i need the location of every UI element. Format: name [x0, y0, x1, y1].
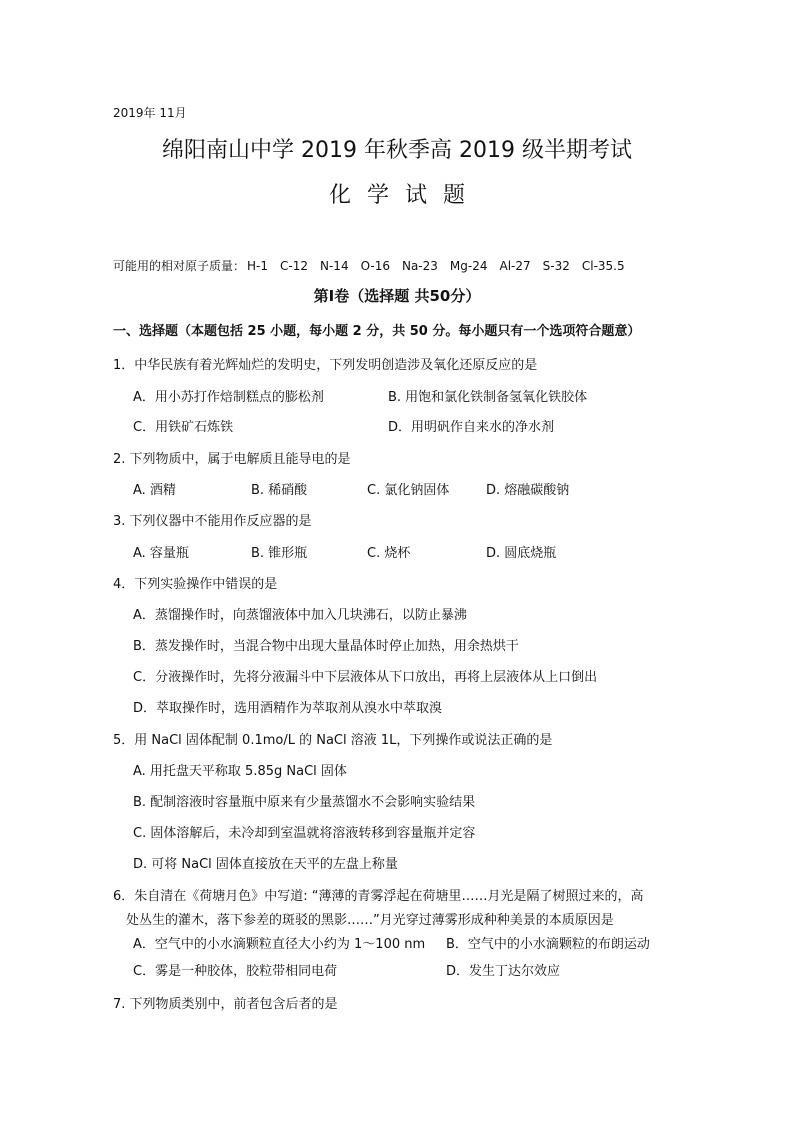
- question-1-stem: 1．中华民族有着光辉灿烂的发明史，下列发明创造涉及氧化还原反应的是: [113, 358, 538, 373]
- atomic-mass-item: S-32: [542, 259, 570, 273]
- exam-subtitle: 化学试题: [328, 183, 481, 208]
- question-3-option-b: B. 锥形瓶: [251, 546, 308, 561]
- question-1-option-d: D．用明矾作自来水的净水剂: [388, 420, 555, 435]
- question-5-stem: 5．用 NaCl 固体配制 0.1mo/L 的 NaCl 溶液 1L，下列操作或说法正确的是: [113, 733, 553, 748]
- question-6-option-c: C．雾是一种胶体，胶粒带相同电荷: [133, 964, 338, 979]
- question-7-stem: 7. 下列物质类别中，前者包含后者的是: [113, 997, 338, 1012]
- question-6-stem-line-2: 处丛生的灌木，落下参差的斑驳的黑影……”月光穿过薄雾形成种种美景的本质原因是: [126, 913, 614, 928]
- question-3-stem: 3. 下列仪器中不能用作反应器的是: [113, 514, 312, 529]
- question-6-stem-line-1: 6．朱自清在《荷塘月色》中写道: “薄薄的青雾浮起在荷塘里……月光是隔了树照过来的，高: [113, 889, 644, 904]
- question-4-stem: 4．下列实验操作中错误的是: [113, 577, 278, 592]
- question-1-option-c: C．用铁矿石炼铁: [133, 420, 234, 435]
- question-2-stem: 2. 下列物质中，属于电解质且能导电的是: [113, 452, 351, 467]
- exam-date: 2019年 11月: [113, 106, 187, 120]
- atomic-mass-item: C-12: [280, 259, 308, 273]
- question-3-option-a: A. 容量瓶: [133, 546, 189, 561]
- question-6-option-a: A．空气中的小水滴颗粒直径大小约为 1～100 nm: [133, 937, 426, 952]
- question-3-option-c: C. 烧杯: [367, 546, 411, 561]
- question-2-option-a: A. 酒精: [133, 483, 176, 498]
- exam-title: 绵阳南山中学 2019 年秋季高 2019 级半期考试: [162, 138, 632, 163]
- question-1-option-b: B. 用饱和氯化铁制备氢氧化铁胶体: [388, 390, 588, 405]
- question-4-option-d: D．萃取操作时，选用酒精作为萃取剂从溴水中萃取溴: [133, 701, 443, 716]
- atomic-mass-item: Cl-35.5: [581, 259, 625, 273]
- atomic-mass-line: [113, 257, 625, 274]
- atomic-mass-item: Na-23: [401, 259, 438, 273]
- section-title: 一、选择题（本题包括 25 小题，每小题 2 分，共 50 分。每小题只有一个选项符合题意）: [113, 324, 641, 339]
- question-6-option-d: D．发生丁达尔效应: [446, 964, 561, 979]
- atomic-mass-item: Al-27: [499, 259, 531, 273]
- question-3-option-d: D. 圆底烧瓶: [486, 546, 557, 561]
- question-2-option-b: B. 稀硝酸: [251, 483, 308, 498]
- volume-title: 第Ⅰ卷（选择题 共50分）: [313, 287, 481, 305]
- question-2-option-c: C. 氯化钠固体: [367, 483, 450, 498]
- atomic-mass-item: N-14: [320, 259, 349, 273]
- question-4-option-b: B．蒸发操作时，当混合物中出现大量晶体时停止加热，用余热烘干: [133, 639, 519, 654]
- question-1-option-a: A．用小苏打作焙制糕点的膨松剂: [133, 390, 324, 405]
- atomic-mass-item: O-16: [360, 259, 390, 273]
- atomic-mass-item: H-1: [247, 259, 269, 273]
- question-4-option-a: A．蒸馏操作时，向蒸馏液体中加入几块沸石，以防止暴沸: [133, 608, 467, 623]
- question-5-option-a: A. 用托盘天平称取 5.85g NaCl 固体: [133, 764, 347, 779]
- question-5-option-d: D. 可将 NaCl 固体直接放在天平的左盘上称量: [133, 857, 398, 872]
- question-4-option-c: C．分液操作时，先将分液漏斗中下层液体从下口放出，再将上层液体从上口倒出: [133, 670, 598, 685]
- atomic-mass-item: Mg-24: [449, 259, 488, 273]
- question-6-option-b: B．空气中的小水滴颗粒的布朗运动: [446, 937, 650, 952]
- question-2-option-d: D. 熔融碳酸钠: [486, 483, 570, 498]
- question-5-option-b: B. 配制溶液时容量瓶中原来有少量蒸馏水不会影响实验结果: [133, 795, 476, 810]
- question-5-option-c: C. 固体溶解后，未冷却到室温就将溶液转移到容量瓶并定容: [133, 826, 476, 841]
- atomic-mass-label: 可能用的相对原子质量：: [113, 259, 246, 273]
